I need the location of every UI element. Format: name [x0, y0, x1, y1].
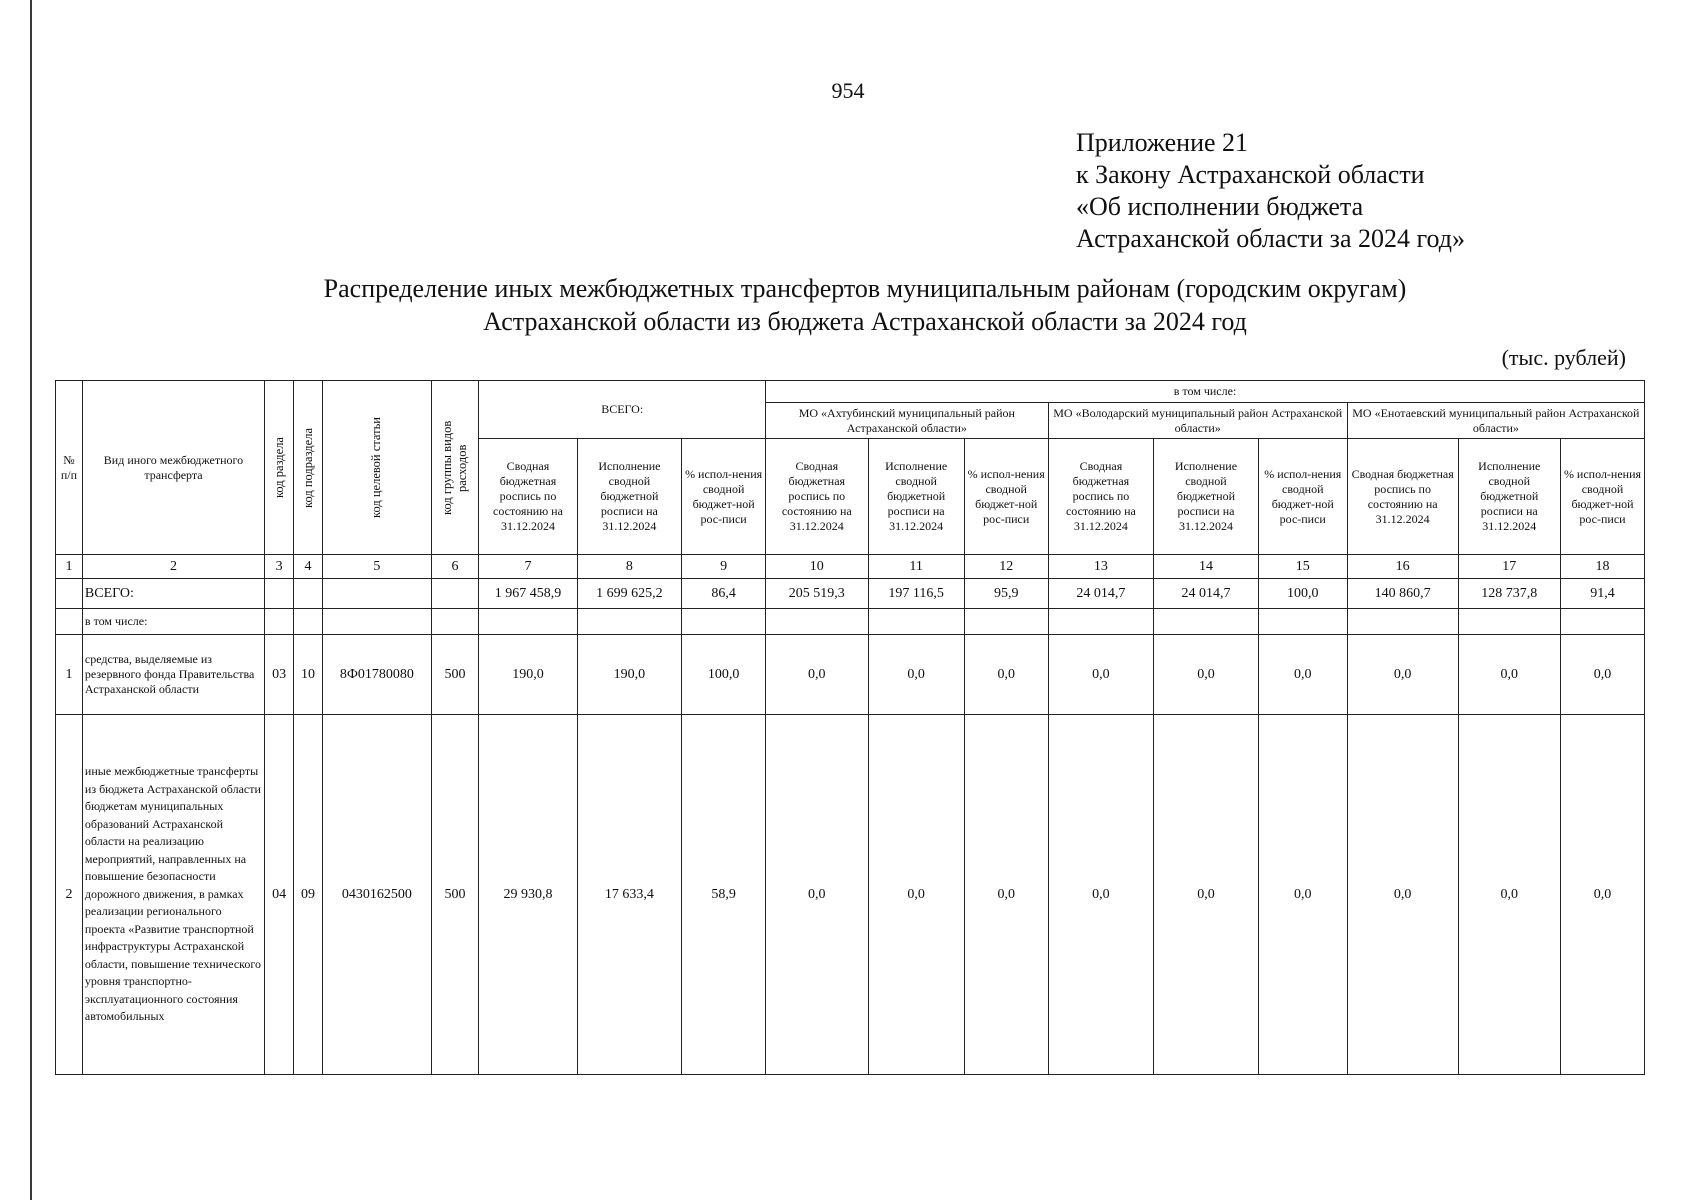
- total-value: 100,0: [1258, 579, 1347, 609]
- document-title: [0, 272, 1696, 338]
- units-label: (тыс. рублей): [1501, 345, 1626, 370]
- total-value: 205 519,3: [766, 579, 868, 609]
- row-value: 0,0: [1347, 715, 1458, 1075]
- row-value: 17 633,4: [577, 715, 682, 1075]
- col-number: 7: [479, 555, 577, 579]
- total-value: 128 737,8: [1458, 579, 1560, 609]
- header-mo1-pct: % испол-нения сводной бюджет-ной рос-писи: [964, 439, 1048, 555]
- row-value: 0,0: [1154, 635, 1259, 715]
- row-value: 100,0: [682, 635, 766, 715]
- table-row: [56, 635, 1645, 715]
- row-value: 0,0: [1154, 715, 1259, 1075]
- header-subsection: [294, 381, 323, 555]
- header-target-text: код целевой статьи: [369, 417, 384, 518]
- row-value: 0,0: [868, 715, 964, 1075]
- row-group: 500: [431, 715, 479, 1075]
- header-mo3-pct: % испол-нения сводной бюджет-ной рос-писи: [1560, 439, 1644, 555]
- appendix-line-3: «Об исполнении бюджета: [1076, 192, 1364, 221]
- total-value: 95,9: [964, 579, 1048, 609]
- col-number: 2: [82, 555, 264, 579]
- row-value: 0,0: [868, 635, 964, 715]
- col-number: 3: [265, 555, 294, 579]
- header-total: ВСЕГО:: [479, 381, 766, 439]
- total-value: 1 967 458,9: [479, 579, 577, 609]
- total-value: 140 860,7: [1347, 579, 1458, 609]
- budget-table: [55, 380, 1645, 1075]
- total-value: 1 699 625,2: [577, 579, 682, 609]
- table-row: [56, 715, 1645, 1075]
- including-row: [56, 609, 1645, 635]
- header-subsection-text: код подраздела: [300, 427, 315, 508]
- row-value: 190,0: [479, 635, 577, 715]
- header-mo1-plan: Сводная бюджетная роспись по состоянию на 31.12.2024: [766, 439, 868, 555]
- title-line-2: Астраханской области из бюджета Астраханской области за 2024 год: [483, 307, 1247, 336]
- header-mo-akhtubinsky: МО «Ахтубинский муниципальный район Астраханской области»: [766, 403, 1049, 439]
- col-number: 1: [56, 555, 83, 579]
- row-value: 0,0: [1258, 715, 1347, 1075]
- total-label: ВСЕГО:: [82, 579, 264, 609]
- row-value: 0,0: [1458, 635, 1560, 715]
- row-label: средства, выделяемые из резервного фонда Правительства Астраханской области: [82, 635, 264, 715]
- header-mo2-pct: % испол-нения сводной бюджет-ной рос-писи: [1258, 439, 1347, 555]
- row-label: иные межбюджетные трансферты из бюджета Астраханской области бюджетам муниципальных образований Астраханской области на реализацию мероприятий, направленных на повышение безопасности дорожного движения, в рамках реализации регионального проекта «Развитие транспортной инфраструктуры Астраханской области, повышение технического уровня транспортно-эксплуатационного состояния автомобильных: [82, 715, 264, 1075]
- header-num: № п/п: [56, 381, 83, 555]
- col-number: 14: [1154, 555, 1259, 579]
- header-group-text: код группы видов расходов: [440, 420, 469, 515]
- appendix-line-4: Астраханской области за 2024 год»: [1076, 224, 1465, 253]
- header-including: в том числе:: [766, 381, 1645, 403]
- including-empty-cell: [56, 609, 83, 635]
- header-kind: Вид иного межбюджетного трансферта: [82, 381, 264, 555]
- row-value: 190,0: [577, 635, 682, 715]
- total-empty-cell: [265, 579, 294, 609]
- col-number: 18: [1560, 555, 1644, 579]
- col-number: 13: [1048, 555, 1154, 579]
- header-mo2-plan: Сводная бюджетная роспись по состоянию на 31.12.2024: [1048, 439, 1154, 555]
- header-group: [431, 381, 479, 555]
- col-number: 9: [682, 555, 766, 579]
- row-value: 0,0: [1347, 635, 1458, 715]
- total-empty-cell: [323, 579, 432, 609]
- total-value: 24 014,7: [1154, 579, 1259, 609]
- row-value: 0,0: [964, 715, 1048, 1075]
- col-number: 8: [577, 555, 682, 579]
- total-value: 86,4: [682, 579, 766, 609]
- header-mo1-exec: Исполнение сводной бюджетной росписи на 31.12.2024: [868, 439, 964, 555]
- col-number: 11: [868, 555, 964, 579]
- row-group: 500: [431, 635, 479, 715]
- row-section: 03: [265, 635, 294, 715]
- col-number: 12: [964, 555, 1048, 579]
- col-number: 5: [323, 555, 432, 579]
- including-label: в том числе:: [82, 609, 264, 635]
- title-line-1: Распределение иных межбюджетных трансфертов муниципальным районам (городским округам): [323, 274, 1407, 303]
- header-mo3-plan: Сводная бюджетная роспись по состоянию на 31.12.2024: [1347, 439, 1458, 555]
- row-value: 0,0: [766, 715, 868, 1075]
- row-value: 0,0: [1258, 635, 1347, 715]
- col-number: 16: [1347, 555, 1458, 579]
- total-value: 24 014,7: [1048, 579, 1154, 609]
- row-value: 0,0: [1458, 715, 1560, 1075]
- col-number: 4: [294, 555, 323, 579]
- header-total-pct: % испол-нения сводной бюджет-ной рос-писи: [682, 439, 766, 555]
- scan-edge-line: [30, 0, 32, 1200]
- header-section-text: код раздела: [271, 436, 286, 499]
- col-number: 10: [766, 555, 868, 579]
- col-number: 17: [1458, 555, 1560, 579]
- header-mo3-exec: Исполнение сводной бюджетной росписи на 31.12.2024: [1458, 439, 1560, 555]
- header-section: [265, 381, 294, 555]
- row-num: 2: [56, 715, 83, 1075]
- appendix-line-2: к Закону Астраханской области: [1076, 160, 1425, 189]
- page-number: 954: [831, 78, 865, 103]
- row-target: 8Ф01780080: [323, 635, 432, 715]
- col-number: 6: [431, 555, 479, 579]
- header-target: [323, 381, 432, 555]
- row-value: 0,0: [1048, 635, 1154, 715]
- row-num: 1: [56, 635, 83, 715]
- column-number-row: [56, 555, 1645, 579]
- row-value: 0,0: [1560, 715, 1644, 1075]
- row-value: 0,0: [1048, 715, 1154, 1075]
- total-row: [56, 579, 1645, 609]
- header-total-exec: Исполнение сводной бюджетной росписи на 31.12.2024: [577, 439, 682, 555]
- total-empty-cell: [294, 579, 323, 609]
- header-mo2-exec: Исполнение сводной бюджетной росписи на 31.12.2024: [1154, 439, 1259, 555]
- row-value: 29 930,8: [479, 715, 577, 1075]
- col-number: 15: [1258, 555, 1347, 579]
- total-value: 91,4: [1560, 579, 1644, 609]
- row-target: 0430162500: [323, 715, 432, 1075]
- row-value: 58,9: [682, 715, 766, 1075]
- header-mo-enotaevsky: МО «Енотаевский муниципальный район Астраханской области»: [1347, 403, 1644, 439]
- header-total-plan: Сводная бюджетная роспись по состоянию на 31.12.2024: [479, 439, 577, 555]
- appendix-line-1: Приложение 21: [1076, 128, 1249, 157]
- total-empty-cell: [431, 579, 479, 609]
- row-subsection: 09: [294, 715, 323, 1075]
- row-value: 0,0: [1560, 635, 1644, 715]
- row-value: 0,0: [766, 635, 868, 715]
- appendix-note: [1076, 127, 1465, 255]
- header-mo-volodarsky: МО «Володарский муниципальный район Астраханской области»: [1048, 403, 1347, 439]
- row-subsection: 10: [294, 635, 323, 715]
- total-value: 197 116,5: [868, 579, 964, 609]
- row-value: 0,0: [964, 635, 1048, 715]
- row-section: 04: [265, 715, 294, 1075]
- total-num-cell: [56, 579, 83, 609]
